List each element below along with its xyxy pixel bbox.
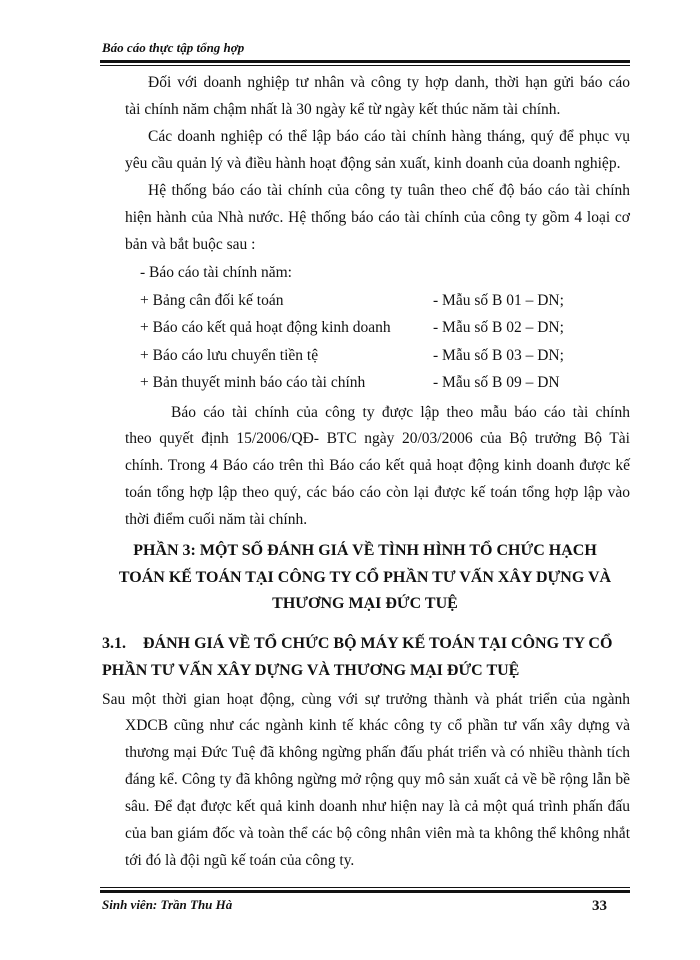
report-form-code: - Mẫu số B 09 – DN <box>433 374 560 391</box>
paragraph-line: Các doanh nghiệp có thể lập báo cáo tài chính hàng tháng, quý để phục vụ <box>148 128 630 145</box>
paragraph-line: yêu cầu quản lý và điều hành hoạt động sản xuất, kinh doanh của doanh nghiệp. <box>125 155 621 172</box>
section-heading: PHẦN TƯ VẤN XÂY DỰNG VÀ THƯƠNG MẠI ĐỨC TUỆ <box>102 662 520 679</box>
paragraph-line: theo quyết định 15/2006/QĐ- BTC ngày 20/03/2006 của Bộ trưởng Bộ Tài <box>125 430 630 447</box>
footer-rule-thick <box>100 890 630 893</box>
paragraph-line: Hệ thống báo cáo tài chính của công ty tuân theo chế độ báo cáo tài chính <box>148 182 630 199</box>
report-form-code: - Mẫu số B 03 – DN; <box>433 347 564 364</box>
paragraph-line: Đối với doanh nghiệp tư nhân và công ty hợp danh, thời hạn gửi báo cáo <box>148 74 630 91</box>
report-name: + Bảng cân đối kế toán <box>140 292 284 309</box>
header-rule-thick <box>100 60 630 63</box>
paragraph-line: sâu. Để đạt được kết quả kinh doanh như hiện nay là cả một quá trình phấn đấu <box>125 798 630 815</box>
paragraph-line: thời điểm cuối năm tài chính. <box>125 511 308 528</box>
paragraph-line: Sau một thời gian hoạt động, cùng với sự trưởng thành và phát triển của ngành <box>102 691 630 708</box>
paragraph-line: XDCB cũng như các ngành kinh tế khác công ty cổ phần tư vấn xây dựng và <box>125 717 630 734</box>
paragraph-line: đáng kể. Công ty đã không ngừng mở rộng quy mô sản xuất cả về bề rộng lẫn bề <box>125 771 630 788</box>
paragraph-line: thương mại Đức Tuệ đã không ngừng phấn đấu phát triển và có nhiều thành tích <box>125 744 630 761</box>
footer-student: Sinh viên: Trần Thu Hà <box>102 897 233 912</box>
page-number: 33 <box>592 898 607 914</box>
header-rule-thin <box>100 65 630 66</box>
paragraph-line: của ban giám đốc và toàn thể các bộ công nhân viên mà ta không thể không nhắt <box>125 825 630 842</box>
paragraph-line: toán tổng hợp lập theo quý, các báo cáo còn lại được kế toán tổng hợp lập vào <box>125 484 630 501</box>
paragraph-line: tài chính năm chậm nhất là 30 ngày kể từ ngày kết thúc năm tài chính. <box>125 101 561 118</box>
part-heading: THƯƠNG MẠI ĐỨC TUỆ <box>272 595 458 612</box>
annual-report-label: - Báo cáo tài chính năm: <box>140 264 292 281</box>
report-form-code: - Mẫu số B 02 – DN; <box>433 319 564 336</box>
report-name: + Báo cáo kết quả hoạt động kinh doanh <box>140 319 391 336</box>
footer-rule-thin <box>100 887 630 888</box>
paragraph-line: tới đó là đội ngũ kế toán của công ty. <box>125 852 355 869</box>
section-number: 3.1. <box>102 635 126 652</box>
paragraph-line: Báo cáo tài chính của công ty được lập theo mẫu báo cáo tài chính <box>171 404 630 421</box>
part-heading: PHẦN 3: MỘT SỐ ĐÁNH GIÁ VỀ TÌNH HÌNH TỔ CHỨC HẠCH <box>133 542 597 559</box>
header-title: Báo cáo thực tập tổng hợp <box>102 40 245 55</box>
paragraph-line: bản và bắt buộc sau : <box>125 236 256 253</box>
paragraph-line: hiện hành của Nhà nước. Hệ thống báo cáo tài chính của công ty gồm 4 loại cơ <box>125 209 630 226</box>
report-name: + Bản thuyết minh báo cáo tài chính <box>140 374 366 391</box>
report-name: + Báo cáo lưu chuyển tiền tệ <box>140 347 319 364</box>
section-heading: ĐÁNH GIÁ VỀ TỔ CHỨC BỘ MÁY KẾ TOÁN TẠI CÔNG TY CỔ <box>143 635 613 652</box>
part-heading: TOÁN KẾ TOÁN TẠI CÔNG TY CỔ PHẦN TƯ VẤN XÂY DỰNG VÀ <box>118 569 612 586</box>
paragraph-line: chính. Trong 4 Báo cáo trên thì Báo cáo kết quả hoạt động kinh doanh được kế <box>125 457 630 474</box>
report-form-code: - Mẫu số B 01 – DN; <box>433 292 564 309</box>
